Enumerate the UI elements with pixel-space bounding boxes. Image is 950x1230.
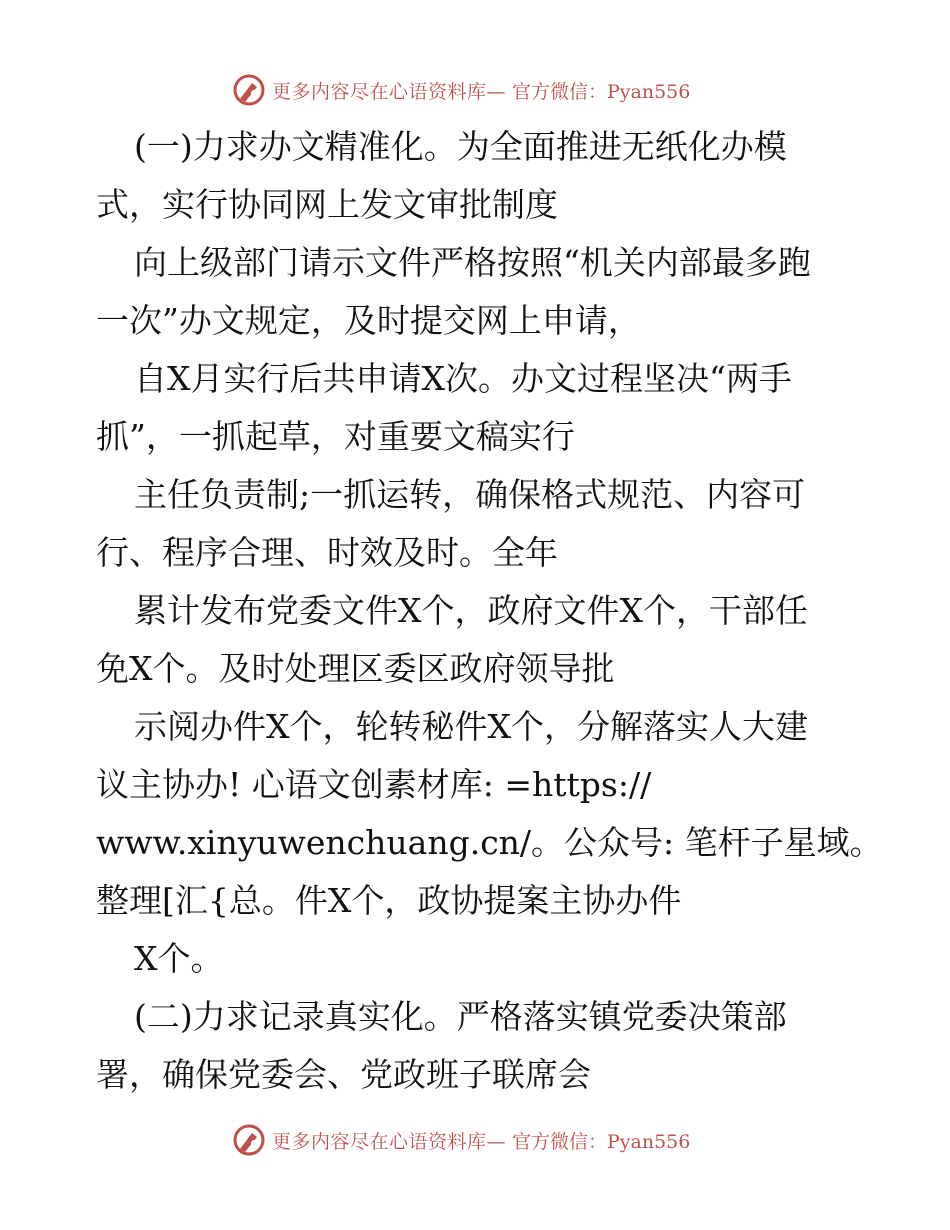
pen-logo-icon — [232, 1123, 266, 1157]
document-body — [96, 118, 896, 1104]
footer-banner — [232, 1121, 690, 1159]
paragraph — [96, 466, 896, 582]
banner-text: 更多内容尽在心语资料库— — [272, 80, 507, 103]
text-line: 一次”办文规定，及时提交网上申请， — [96, 301, 641, 340]
paragraph — [96, 582, 896, 698]
paragraph — [96, 118, 896, 234]
text-line: (二)力求记录真实化。严格落实镇党委决策部 — [134, 997, 787, 1036]
text-line: 署，确保党委会、党政班子联席会 — [96, 1055, 591, 1094]
text-line: 式，实行协同网上发文审批制度 — [96, 185, 558, 224]
text-line: 累计发布党委文件X个，政府文件X个，干部任 — [134, 591, 808, 630]
text-line: 主任负责制;一抓运转，确保格式规范、内容可 — [134, 475, 806, 514]
text-line: 整理[汇{总。件X个，政协提案主协办件 — [96, 881, 682, 920]
banner-wechat: 官方微信：Pyan556 — [512, 80, 691, 103]
text-line: 自X月实行后共申请X次。办文过程坚决“两手 — [134, 359, 792, 398]
banner-wechat: 官方微信：Pyan556 — [512, 1130, 691, 1153]
paragraph — [96, 350, 896, 466]
text-line: (一)力求办文精准化。为全面推进无纸化办模 — [134, 127, 787, 166]
paragraph — [96, 698, 896, 930]
paragraph — [96, 988, 896, 1104]
header-banner — [232, 71, 690, 109]
text-line: 行、程序合理、时效及时。全年 — [96, 533, 558, 572]
text-line: 向上级部门请示文件严格按照“机关内部最多跑 — [134, 243, 811, 282]
text-line: www.xinyuwenchuang.cn/。公众号: 笔杆子星域。 — [96, 823, 883, 862]
text-line: 抓”，一抓起草，对重要文稿实行 — [96, 417, 575, 456]
banner-text: 更多内容尽在心语资料库— — [272, 1130, 507, 1153]
text-line: X个。 — [134, 939, 224, 978]
text-line: 议主协办! 心语文创素材库: =https:// — [96, 765, 652, 804]
paragraph — [96, 234, 896, 350]
text-line: 免X个。及时处理区委区政府领导批 — [96, 649, 615, 688]
text-line: 示阅办件X个，轮转秘件X个，分解落实人大建 — [134, 707, 808, 746]
pen-logo-icon — [232, 73, 266, 107]
paragraph — [96, 930, 896, 988]
